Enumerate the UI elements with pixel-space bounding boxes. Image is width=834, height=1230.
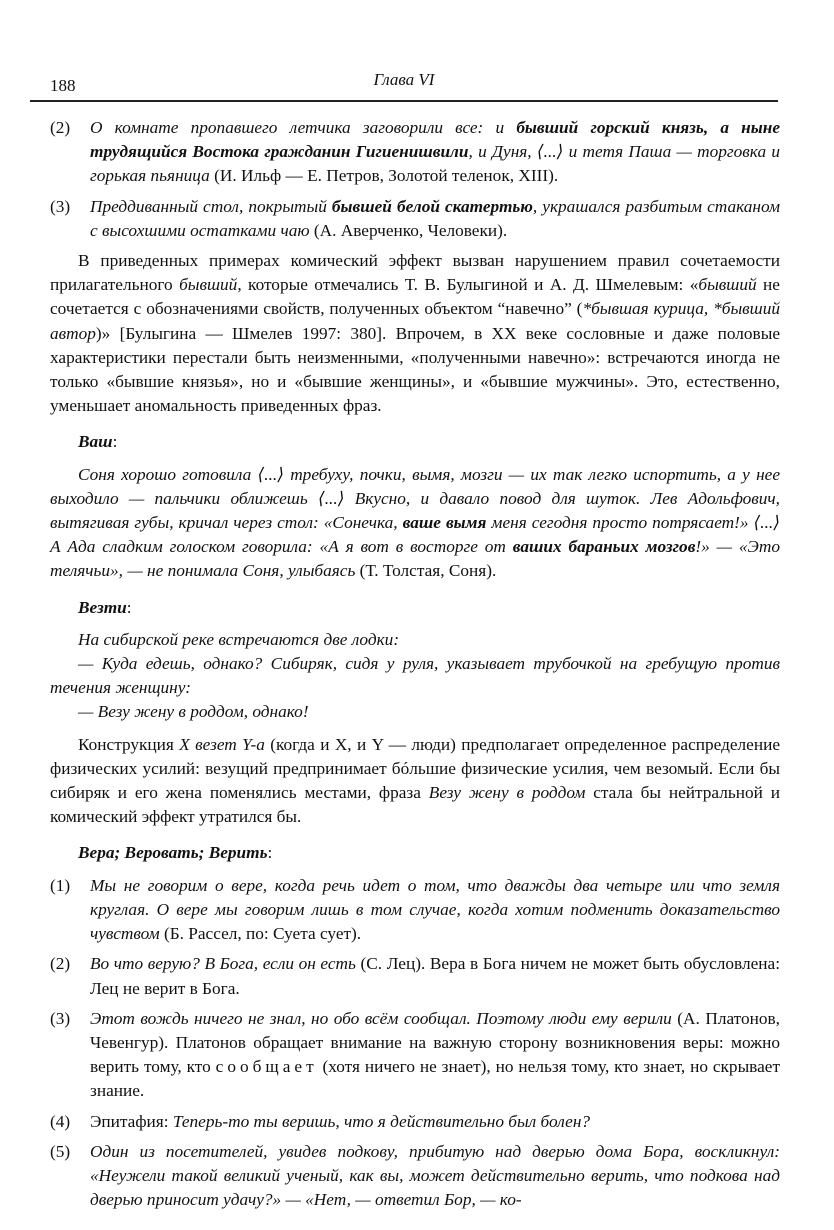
page-number: 188 <box>50 76 76 95</box>
page-content <box>50 116 780 1218</box>
quote-vash: Соня хорошо готовила ⟨...⟩ требуху, почки, вымя, мозги — их так легко испортить, а у нее выходило — пальчики оближешь ⟨...⟩ Вкусно, и давало повод для шуток. Лев Адольфович, вытягивая губы, кричал через стол: «Сонечка, ваше вымя меня сегодня просто потрясает!» ⟨...⟩ А Ада сладким голоском говорила: «А я вот в восторге от ваших бараньих мозгов!» — «Это телячьи», — не понимала Соня, улыбаясь (Т. Толстая, Соня). <box>50 464 780 581</box>
example-text: Этот вождь ничего не знал, но обо всём сообщал. Поэтому люди ему верили (А. Платонов, Чевенгур). Платонов обращает внимание на важную сторону возникновения веры: можно верить тому, кто сообщает (хотя ничего не знает), но нельзя тому, кто знает, но скрывает знание. <box>90 1008 781 1101</box>
example-text: Эпитафия: Теперь-то ты веришь, что я действительно был болен? <box>90 1111 591 1131</box>
paragraph-vezti: Конструкция X везет Y-а (когда и X, и Y — люди) предполагает определенное распределение физических усилий: везущий предпринимает бóльшие физические усилия, чем везомый. Если бы сибиряк и его жена поменялись местами, фраза Везу жену в роддом стала бы нейтральной и комический эффект утратился бы. <box>50 734 781 827</box>
numbered-example <box>50 874 780 947</box>
quote-vezti <box>50 628 780 725</box>
example-number: (2) <box>50 954 71 974</box>
dialogue-line: — Везу жену в роддом, однако! <box>78 702 309 722</box>
example-number: (1) <box>50 875 71 895</box>
section-heading-vera: Вера; Веровать; Верить: <box>78 843 273 863</box>
example-number: (5) <box>50 1141 71 1161</box>
dialogue-line: — Куда едешь, однако? Сибиряк, сидя у руля, указывает трубочкой на гребущую против течения женщину: <box>50 654 780 698</box>
numbered-example <box>50 1140 780 1213</box>
examples-vera <box>50 874 780 1213</box>
example-number: (4) <box>50 1111 71 1131</box>
example-number: (2) <box>50 118 71 137</box>
example-text: Мы не говорим о вере, когда речь идет о том, что дважды два четыре или что земля круглая. О вере мы говорим лишь в том случае, когда хотим подменить доказательство чувством (Б. Рассел, по: Суета сует). <box>90 875 780 944</box>
example-text: О комнате пропавшего летчика заговорили все: и бывший горский князь, а ныне трудящийся Востока гражданин Гигиенишвили, и Дуня, ⟨...⟩ и тетя Паша — торговка и горькая пьяница (И. Ильф — Е. Петров, Золотой теленок, XIII). <box>90 118 780 186</box>
example-text: Один из посетителей, увидев подкову, прибитую над дверью дома Бора, воскликнул: «Неужели такой великий ученый, как вы, может действительно верить, что подкова над дверью приносит удачу?» — «Нет, — ответил Бор, — ко- <box>90 1141 780 1210</box>
example-number: (3) <box>50 1008 71 1028</box>
section-heading-vash: Ваш: <box>78 432 118 452</box>
page-header <box>30 70 778 102</box>
numbered-example <box>50 116 780 189</box>
example-text: Преддиванный стол, покрытый бывшей белой скатертью, украшался разбитым стаканом с высохшими остатками чаю (А. Аверченко, Человеки). <box>90 196 780 240</box>
example-number: (3) <box>50 196 71 216</box>
numbered-example <box>50 1007 780 1104</box>
section-heading-vezti: Везти: <box>78 597 132 617</box>
dialogue-line: На сибирской реке встречаются две лодки: <box>78 629 400 649</box>
numbered-example <box>50 1110 780 1134</box>
running-title: Глава VI <box>373 70 435 89</box>
numbered-example <box>50 952 780 1000</box>
example-text: Во что верую? В Бога, если он есть (С. Лец). Вера в Бога ничем не может быть обусловлена: Лец не верит в Бога. <box>90 954 780 998</box>
paragraph-byvshij: В приведенных примерах комический эффект вызван нарушением правил сочетаемости прилагательного бывший, которые отмечались Т. В. Булыгиной и А. Д. Шмелевым: «бывший не сочетается с обозначениями свойств, полученных объектом “навечно” (*бывшая курица, *бывший автор)» [Булыгина — Шмелев 1997: 380]. Впрочем, в XX веке сословные и даже половые характеристики перестали быть неизменными, «полученными навечно»: встречаются иногда не только «бывшие князья», но и «бывшие женщины», и «бывшие мужчины». Это, естественно, уменьшает аномальность приведенных фраз. <box>50 251 780 416</box>
numbered-example <box>50 195 780 243</box>
examples-top <box>50 116 780 243</box>
